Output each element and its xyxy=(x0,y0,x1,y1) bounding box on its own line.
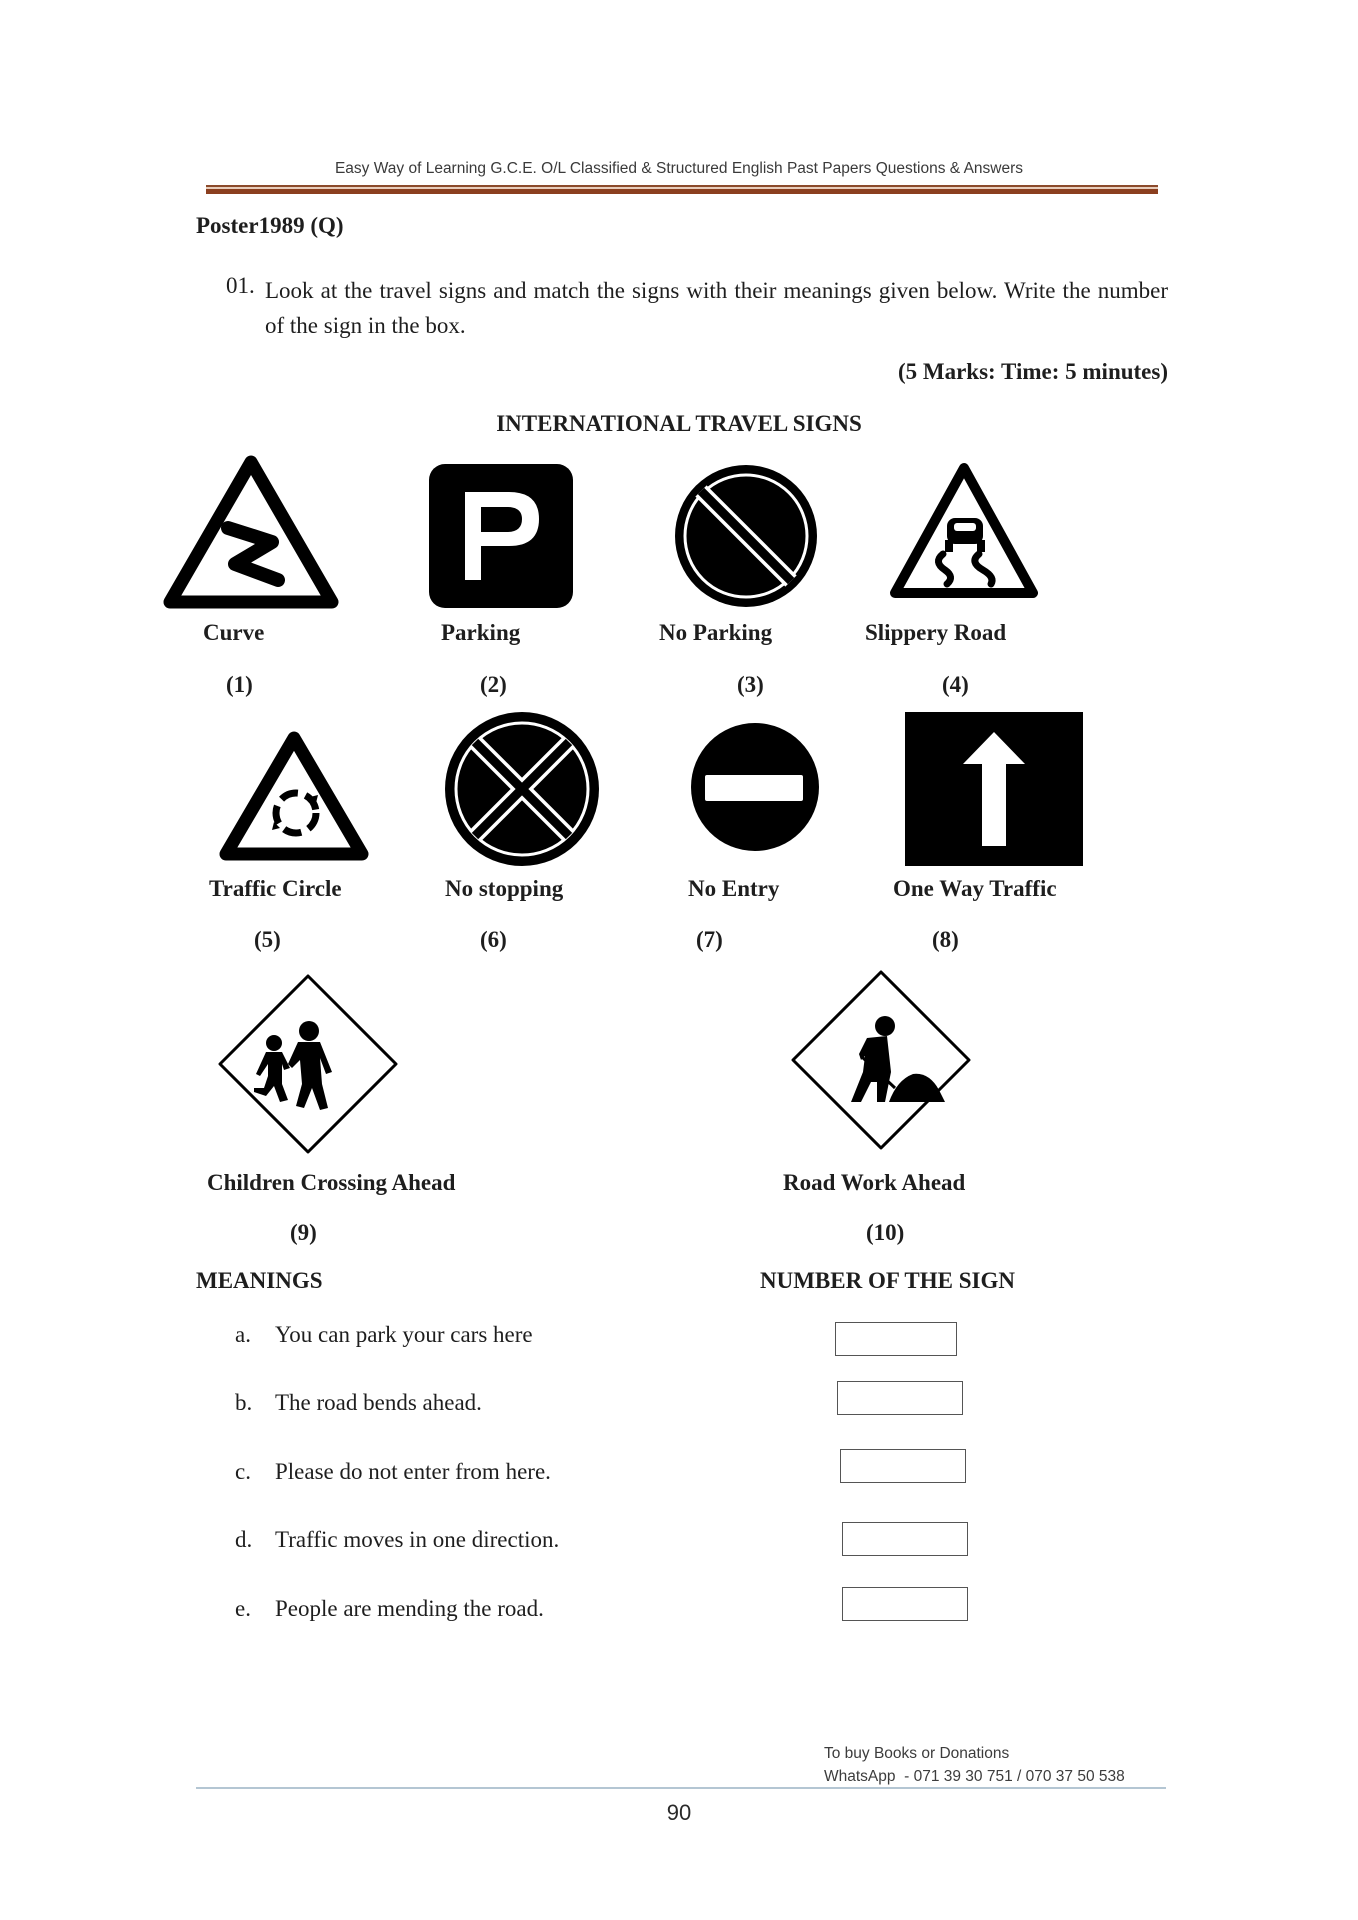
sign-label-parking: Parking xyxy=(441,620,521,645)
traffic-circle-icon xyxy=(218,730,370,864)
number-of-sign-title: NUMBER OF THE SIGN xyxy=(760,1268,1015,1293)
meaning-item-a xyxy=(235,1322,533,1348)
sign-label-one-way-traffic: One Way Traffic xyxy=(893,876,1057,901)
curve-warning-icon xyxy=(160,452,342,615)
slippery-road-icon xyxy=(887,460,1041,600)
parking-icon xyxy=(427,462,575,610)
sign-label-children-crossing: Children Crossing Ahead xyxy=(207,1170,456,1195)
header-rule-thick xyxy=(206,189,1158,194)
sign-label-no-stopping: No stopping xyxy=(445,876,564,901)
sign-label-traffic-circle: Traffic Circle xyxy=(209,876,342,901)
sign-number-2: (2) xyxy=(480,672,507,697)
sign-number-7: (7) xyxy=(696,927,723,952)
road-work-icon xyxy=(789,968,973,1152)
no-stopping-icon xyxy=(443,710,601,868)
meaning-letter: e. xyxy=(235,1596,251,1621)
meaning-letter: a. xyxy=(235,1322,251,1347)
sign-number-1: (1) xyxy=(226,672,253,697)
answer-box-c[interactable] xyxy=(840,1449,966,1483)
footer-rule xyxy=(196,1787,1166,1789)
sign-label-slippery-road: Slippery Road xyxy=(865,620,1007,645)
page-number: 90 xyxy=(666,1800,692,1825)
question-number: 01. xyxy=(226,273,255,298)
one-way-arrow-icon xyxy=(905,712,1083,866)
meaning-text: You can park your cars here xyxy=(275,1322,533,1347)
meaning-text: Traffic moves in one direction. xyxy=(275,1527,560,1552)
sign-number-4: (4) xyxy=(942,672,969,697)
section-title: Poster1989 (Q) xyxy=(196,213,344,238)
meaning-text: People are mending the road. xyxy=(275,1596,544,1621)
meaning-text: The road bends ahead. xyxy=(275,1390,482,1415)
meaning-letter: c. xyxy=(235,1459,251,1484)
meaning-text: Please do not enter from here. xyxy=(275,1459,551,1484)
sign-label-curve: Curve xyxy=(203,620,265,645)
sign-number-10: (10) xyxy=(866,1220,905,1245)
footer-donations-text: To buy Books or Donations xyxy=(824,1745,1010,1762)
meaning-item-c xyxy=(235,1459,551,1485)
no-parking-icon xyxy=(673,463,819,609)
running-header: Easy Way of Learning G.C.E. O/L Classified & Structured English Past Papers Questions & Answers xyxy=(334,160,1024,177)
meaning-item-e xyxy=(235,1596,544,1622)
sign-number-8: (8) xyxy=(932,927,959,952)
sign-number-3: (3) xyxy=(737,672,764,697)
footer-whatsapp-text: WhatsApp - 071 39 30 751 / 070 37 50 538 xyxy=(824,1768,1125,1785)
question-text: Look at the travel signs and match the signs with their meanings given below. Write the number of the sign in the box. xyxy=(265,278,1168,338)
meanings-title: MEANINGS xyxy=(196,1268,323,1293)
no-entry-icon xyxy=(690,722,820,852)
children-crossing-icon xyxy=(216,972,400,1156)
answer-box-e[interactable] xyxy=(842,1587,968,1621)
sign-number-5: (5) xyxy=(254,927,281,952)
sign-number-9: (9) xyxy=(290,1220,317,1245)
sign-label-no-entry: No Entry xyxy=(688,876,780,901)
sign-number-6: (6) xyxy=(480,927,507,952)
meaning-item-b xyxy=(235,1390,482,1416)
sign-label-road-work: Road Work Ahead xyxy=(783,1170,966,1195)
meaning-item-d xyxy=(235,1527,559,1553)
meaning-letter: b. xyxy=(235,1390,253,1415)
marks-info: (5 Marks: Time: 5 minutes) xyxy=(897,359,1168,384)
answer-box-b[interactable] xyxy=(837,1381,963,1415)
answer-box-d[interactable] xyxy=(842,1522,968,1556)
answer-box-a[interactable] xyxy=(835,1322,957,1356)
signs-heading: INTERNATIONAL TRAVEL SIGNS xyxy=(496,411,862,436)
meaning-letter: d. xyxy=(235,1527,253,1552)
sign-label-no-parking: No Parking xyxy=(659,620,773,645)
